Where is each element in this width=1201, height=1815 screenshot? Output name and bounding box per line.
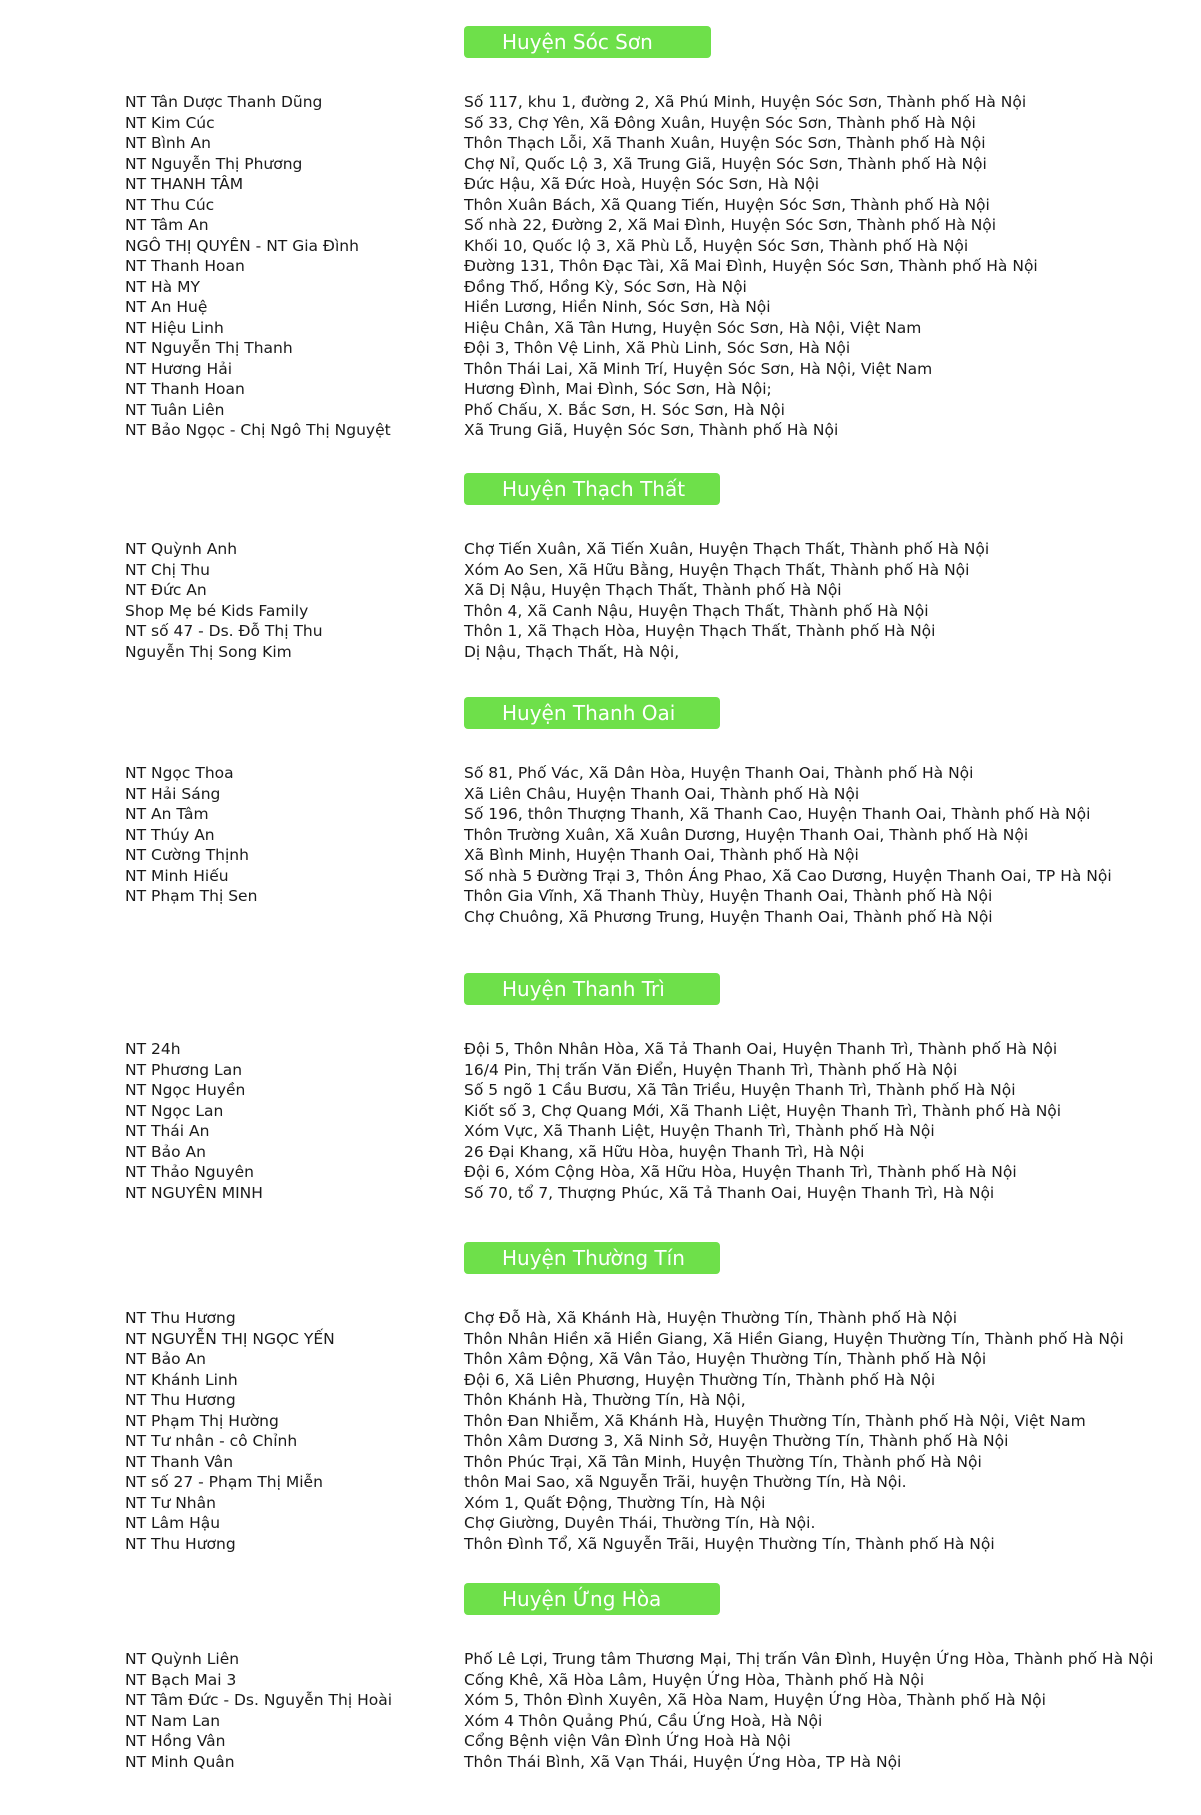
pharmacy-address: Đường 131, Thôn Đạc Tài, Xã Mai Đình, Huyện Sóc Sơn, Thành phố Hà Nội [464, 257, 1038, 275]
pharmacy-row [0, 1080, 1201, 1101]
pharmacy-name: NT số 47 - Ds. Đỗ Thị Thu [125, 622, 323, 640]
pharmacy-name: NT Quỳnh Anh [125, 540, 238, 558]
pharmacy-name: NT Tân Dược Thanh Dũng [125, 93, 323, 111]
pharmacy-address: 16/4 Pin, Thị trấn Văn Điển, Huyện Thanh Trì, Thành phố Hà Nội [464, 1060, 958, 1079]
pharmacy-address: Xóm 5, Thôn Đình Xuyên, Xã Hòa Nam, Huyện Ứng Hòa, Thành phố Hà Nội [464, 1691, 1046, 1709]
pharmacy-row [0, 621, 1201, 642]
pharmacy-address: Đội 5, Thôn Nhân Hòa, Xã Tả Thanh Oai, Huyện Thanh Trì, Thành phố Hà Nội [464, 1040, 1058, 1058]
pharmacy-row [0, 1349, 1201, 1370]
pharmacy-address: Xã Bình Minh, Huyện Thanh Oai, Thành phố Hà Nội [464, 846, 859, 864]
pharmacy-name: NT Nguyễn Thị Thanh [125, 339, 293, 357]
pharmacy-row [0, 539, 1201, 560]
pharmacy-name: NT Bảo An [125, 1142, 206, 1161]
pharmacy-name: NT Phạm Thị Sen [125, 887, 258, 905]
pharmacy-address: Thôn Thái Bình, Xã Vạn Thái, Huyện Ứng Hòa, TP Hà Nội [464, 1752, 902, 1771]
pharmacy-row [0, 277, 1201, 298]
pharmacy-address: Thôn 4, Xã Canh Nậu, Huyện Thạch Thất, Thành phố Hà Nội [464, 601, 929, 620]
pharmacy-name: NT Ngọc Huyền [125, 1081, 246, 1099]
pharmacy-name: NT Nam Lan [125, 1711, 221, 1730]
pharmacy-address: Cống Khê, Xã Hòa Lâm, Huyện Ứng Hòa, Thành phố Hà Nội [464, 1670, 925, 1689]
pharmacy-address: Khối 10, Quốc lộ 3, Xã Phù Lỗ, Huyện Sóc Sơn, Thành phố Hà Nội [464, 236, 969, 255]
pharmacy-name: NT Thu Hương [125, 1534, 236, 1553]
pharmacy-name: NT Tư Nhân [125, 1493, 216, 1512]
pharmacy-row [0, 1670, 1201, 1691]
pharmacy-row [0, 601, 1201, 622]
pharmacy-address: Cổng Bệnh viện Vân Đình Ứng Hoà Hà Nội [464, 1732, 791, 1750]
pharmacy-name: NT Ngọc Lan [125, 1101, 224, 1120]
pharmacy-name: NT Phạm Thị Hường [125, 1411, 279, 1430]
district-title: Huyện Thạch Thất [464, 473, 720, 505]
pharmacy-row [0, 133, 1201, 154]
pharmacy-address: Thôn Đình Tổ, Xã Nguyễn Trãi, Huyện Thường Tín, Thành phố Hà Nội [464, 1534, 995, 1553]
pharmacy-name: NT Hà MY [125, 277, 200, 296]
pharmacy-row [0, 784, 1201, 805]
pharmacy-row [0, 1690, 1201, 1711]
pharmacy-address: Chợ Đỗ Hà, Xã Khánh Hà, Huyện Thường Tín, Thành phố Hà Nội [464, 1309, 958, 1327]
pharmacy-row [0, 1121, 1201, 1142]
pharmacy-address: Số 81, Phố Vác, Xã Dân Hòa, Huyện Thanh Oai, Thành phố Hà Nội [464, 764, 974, 782]
pharmacy-name: NT Hiệu Linh [125, 318, 224, 337]
district-title: Huyện Thanh Oai [464, 697, 720, 729]
pharmacy-row [0, 318, 1201, 339]
pharmacy-row [0, 866, 1201, 887]
pharmacy-address: Đội 3, Thôn Vệ Linh, Xã Phù Linh, Sóc Sơn, Hà Nội [464, 339, 851, 357]
pharmacy-address: Chợ Nỉ, Quốc Lộ 3, Xã Trung Giã, Huyện Sóc Sơn, Thành phố Hà Nội [464, 154, 987, 173]
pharmacy-address: Thôn Nhân Hiền xã Hiền Giang, Xã Hiền Giang, Huyện Thường Tín, Thành phố Hà Nội [464, 1329, 1124, 1348]
pharmacy-name: NT Tâm Đức - Ds. Nguyễn Thị Hoài [125, 1691, 393, 1709]
pharmacy-row [0, 1390, 1201, 1411]
pharmacy-row [0, 825, 1201, 846]
pharmacy-address: Xã Dị Nậu, Huyện Thạch Thất, Thành phố Hà Nội [464, 581, 842, 599]
pharmacy-row [0, 1162, 1201, 1183]
pharmacy-row [0, 907, 1201, 928]
pharmacy-row [0, 1411, 1201, 1432]
pharmacy-address: Số nhà 22, Đường 2, Xã Mai Đình, Huyện Sóc Sơn, Thành phố Hà Nội [464, 216, 997, 234]
pharmacy-row [0, 400, 1201, 421]
pharmacy-row [0, 580, 1201, 601]
pharmacy-name: NT NGUYÊN MINH [125, 1183, 263, 1202]
pharmacy-name: NT Lâm Hậu [125, 1514, 221, 1532]
pharmacy-name: NT Ngọc Thoa [125, 764, 234, 782]
pharmacy-address: Thôn 1, Xã Thạch Hòa, Huyện Thạch Thất, Thành phố Hà Nội [464, 622, 936, 640]
pharmacy-name: NT Hồng Vân [125, 1732, 226, 1750]
district-title: Huyện Thường Tín [464, 1242, 720, 1274]
pharmacy-address: Số 5 ngõ 1 Cầu Bươu, Xã Tân Triều, Huyện Thanh Trì, Thành phố Hà Nội [464, 1081, 1016, 1099]
pharmacy-name: NT Quỳnh Liên [125, 1650, 240, 1668]
pharmacy-list [0, 1039, 1201, 1203]
pharmacy-name: NT Thanh Hoan [125, 380, 245, 398]
pharmacy-address: Hương Đình, Mai Đình, Sóc Sơn, Hà Nội; [464, 380, 772, 398]
pharmacy-name: NT Cường Thịnh [125, 846, 249, 864]
pharmacy-name: NT Hải Sáng [125, 784, 221, 803]
pharmacy-row [0, 92, 1201, 113]
pharmacy-name: NT Thanh Vân [125, 1452, 234, 1471]
pharmacy-address: Xã Trung Giã, Huyện Sóc Sơn, Thành phố Hà Nội [464, 421, 839, 439]
pharmacy-row [0, 1431, 1201, 1452]
pharmacy-name: NT Kim Cúc [125, 113, 215, 132]
pharmacy-address: Đức Hậu, Xã Đức Hoà, Huyện Sóc Sơn, Hà Nội [464, 175, 820, 193]
pharmacy-name: NT Thanh Hoan [125, 257, 245, 275]
pharmacy-row [0, 174, 1201, 195]
pharmacy-name: NT Bảo Ngọc - Chị Ngô Thị Nguyệt [125, 421, 391, 439]
pharmacy-address: Xóm Ao Sen, Xã Hữu Bằng, Huyện Thạch Thất, Thành phố Hà Nội [464, 560, 970, 579]
pharmacy-address: Thôn Trường Xuân, Xã Xuân Dương, Huyện Thanh Oai, Thành phố Hà Nội [464, 825, 1029, 844]
pharmacy-address: Thôn Phúc Trại, Xã Tân Minh, Huyện Thường Tín, Thành phố Hà Nội [464, 1452, 982, 1471]
district-title: Huyện Ứng Hòa [464, 1583, 720, 1615]
pharmacy-row [0, 804, 1201, 825]
pharmacy-row [0, 763, 1201, 784]
pharmacy-address: Thôn Thái Lai, Xã Minh Trí, Huyện Sóc Sơn, Hà Nội, Việt Nam [464, 359, 933, 378]
district-title: Huyện Thanh Trì [464, 973, 720, 1005]
pharmacy-row [0, 1060, 1201, 1081]
pharmacy-address: Xã Liên Châu, Huyện Thanh Oai, Thành phố Hà Nội [464, 784, 860, 803]
pharmacy-address: Chợ Tiến Xuân, Xã Tiến Xuân, Huyện Thạch Thất, Thành phố Hà Nội [464, 540, 990, 558]
pharmacy-row [0, 1039, 1201, 1060]
pharmacy-name: NT 24h [125, 1040, 181, 1058]
pharmacy-list [0, 1649, 1201, 1772]
pharmacy-name: NT Khánh Linh [125, 1370, 238, 1389]
pharmacy-name: NT Phương Lan [125, 1060, 243, 1079]
pharmacy-address: Thôn Xâm Động, Xã Vân Tảo, Huyện Thường Tín, Thành phố Hà Nội [464, 1350, 987, 1368]
pharmacy-address: Xóm 1, Quất Động, Thường Tín, Hà Nội [464, 1493, 766, 1512]
pharmacy-row [0, 642, 1201, 663]
pharmacy-row [0, 256, 1201, 277]
pharmacy-name: NT Thu Hương [125, 1391, 236, 1409]
pharmacy-name: NT Tư nhân - cô Chỉnh [125, 1432, 298, 1450]
pharmacy-name: Nguyễn Thị Song Kim [125, 642, 292, 661]
pharmacy-row [0, 1513, 1201, 1534]
pharmacy-row [0, 1731, 1201, 1752]
pharmacy-name: NT NGUYỄN THỊ NGỌC YẾN [125, 1329, 335, 1348]
pharmacy-address: Đội 6, Xóm Cộng Hòa, Xã Hữu Hòa, Huyện Thanh Trì, Thành phố Hà Nội [464, 1163, 1017, 1181]
pharmacy-address: Xóm 4 Thôn Quảng Phú, Cầu Ứng Hoà, Hà Nội [464, 1711, 823, 1730]
pharmacy-address: Đồng Thố, Hồng Kỳ, Sóc Sơn, Hà Nội [464, 277, 747, 296]
pharmacy-list [0, 539, 1201, 662]
pharmacy-row [0, 1183, 1201, 1204]
pharmacy-row [0, 236, 1201, 257]
pharmacy-name: NT Nguyễn Thị Phương [125, 154, 303, 173]
pharmacy-address: Chợ Giường, Duyên Thái, Thường Tín, Hà Nội. [464, 1514, 816, 1532]
pharmacy-name: NT Thái An [125, 1122, 210, 1140]
pharmacy-row [0, 1329, 1201, 1350]
pharmacy-row [0, 1752, 1201, 1773]
pharmacy-address: Dị Nậu, Thạch Thất, Hà Nội, [464, 642, 680, 661]
pharmacy-name: NT Hương Hải [125, 359, 233, 378]
pharmacy-row [0, 420, 1201, 441]
pharmacy-row [0, 154, 1201, 175]
pharmacy-name: NT Thúy An [125, 825, 215, 844]
pharmacy-row [0, 1534, 1201, 1555]
pharmacy-row [0, 359, 1201, 380]
pharmacy-address: Thôn Khánh Hà, Thường Tín, Hà Nội, [464, 1391, 746, 1409]
pharmacy-row [0, 1649, 1201, 1670]
pharmacy-address: Hiền Lương, Hiền Ninh, Sóc Sơn, Hà Nội [464, 298, 771, 316]
pharmacy-name: NT Bình An [125, 134, 211, 152]
pharmacy-row [0, 297, 1201, 318]
pharmacy-name: NGÔ THỊ QUYÊN - NT Gia Đình [125, 236, 359, 255]
pharmacy-row [0, 560, 1201, 581]
pharmacy-address: Thôn Xuân Bách, Xã Quang Tiến, Huyện Sóc Sơn, Thành phố Hà Nội [464, 195, 990, 214]
pharmacy-row [0, 1308, 1201, 1329]
district-title: Huyện Sóc Sơn [464, 26, 711, 58]
pharmacy-name: NT Bạch Mai 3 [125, 1670, 237, 1689]
pharmacy-address: thôn Mai Sao, xã Nguyễn Trãi, huyện Thường Tín, Hà Nội. [464, 1473, 907, 1491]
pharmacy-name: NT số 27 - Phạm Thị Miễn [125, 1473, 323, 1491]
pharmacy-address: Hiệu Chân, Xã Tân Hưng, Huyện Sóc Sơn, Hà Nội, Việt Nam [464, 318, 922, 337]
pharmacy-row [0, 1711, 1201, 1732]
pharmacy-address: Kiốt số 3, Chợ Quang Mới, Xã Thanh Liệt, Huyện Thanh Trì, Thành phố Hà Nội [464, 1101, 1062, 1120]
pharmacy-address: Đội 6, Xã Liên Phương, Huyện Thường Tín, Thành phố Hà Nội [464, 1370, 936, 1389]
pharmacy-row [0, 845, 1201, 866]
pharmacy-name: NT An Huệ [125, 298, 208, 316]
pharmacy-row [0, 1142, 1201, 1163]
pharmacy-address: Số nhà 5 Đường Trại 3, Thôn Áng Phao, Xã Cao Dương, Huyện Thanh Oai, TP Hà Nội [464, 866, 1112, 885]
pharmacy-row [0, 1101, 1201, 1122]
pharmacy-name: NT An Tâm [125, 805, 209, 823]
pharmacy-address: Thôn Đan Nhiễm, Xã Khánh Hà, Huyện Thường Tín, Thành phố Hà Nội, Việt Nam [464, 1411, 1086, 1430]
pharmacy-address: Số 33, Chợ Yên, Xã Đông Xuân, Huyện Sóc Sơn, Thành phố Hà Nội [464, 113, 976, 132]
pharmacy-row [0, 1452, 1201, 1473]
pharmacy-address: Chợ Chuông, Xã Phương Trung, Huyện Thanh Oai, Thành phố Hà Nội [464, 907, 993, 926]
pharmacy-row [0, 1472, 1201, 1493]
pharmacy-row [0, 379, 1201, 400]
pharmacy-row [0, 113, 1201, 134]
pharmacy-row [0, 1493, 1201, 1514]
pharmacy-name: NT Tuân Liên [125, 400, 225, 419]
pharmacy-row [0, 338, 1201, 359]
pharmacy-name: NT Bảo An [125, 1350, 206, 1368]
pharmacy-row [0, 215, 1201, 236]
pharmacy-name: NT Minh Quân [125, 1752, 235, 1771]
pharmacy-address: Thôn Xâm Dương 3, Xã Ninh Sở, Huyện Thường Tín, Thành phố Hà Nội [464, 1432, 1009, 1450]
pharmacy-name: NT Thảo Nguyên [125, 1163, 254, 1181]
pharmacy-name: Shop Mẹ bé Kids Family [125, 601, 309, 620]
pharmacy-address: Phố Chấu, X. Bắc Sơn, H. Sóc Sơn, Hà Nội [464, 400, 785, 419]
pharmacy-name: NT Đức An [125, 581, 207, 599]
pharmacy-list [0, 763, 1201, 927]
pharmacy-name: NT Tâm An [125, 216, 209, 234]
pharmacy-address: Số 117, khu 1, đường 2, Xã Phú Minh, Huyện Sóc Sơn, Thành phố Hà Nội [464, 93, 1027, 111]
pharmacy-list [0, 92, 1201, 441]
pharmacy-name: NT Minh Hiếu [125, 866, 229, 885]
pharmacy-address: Số 70, tổ 7, Thượng Phúc, Xã Tả Thanh Oai, Huyện Thanh Trì, Hà Nội [464, 1183, 995, 1202]
pharmacy-address: Thôn Thạch Lỗi, Xã Thanh Xuân, Huyện Sóc Sơn, Thành phố Hà Nội [464, 134, 986, 152]
pharmacy-row [0, 195, 1201, 216]
pharmacy-name: NT Thu Cúc [125, 195, 215, 214]
pharmacy-row [0, 1370, 1201, 1391]
pharmacy-name: NT Chị Thu [125, 560, 210, 579]
pharmacy-name: NT THANH TÂM [125, 175, 244, 193]
pharmacy-name: NT Thu Hương [125, 1309, 236, 1327]
pharmacy-list [0, 1308, 1201, 1554]
pharmacy-address: Số 196, thôn Thượng Thanh, Xã Thanh Cao, Huyện Thanh Oai, Thành phố Hà Nội [464, 805, 1091, 823]
pharmacy-address: 26 Đại Khang, xã Hữu Hòa, huyện Thanh Trì, Hà Nội [464, 1142, 865, 1161]
pharmacy-row [0, 886, 1201, 907]
pharmacy-address: Xóm Vực, Xã Thanh Liệt, Huyện Thanh Trì, Thành phố Hà Nội [464, 1122, 935, 1140]
pharmacy-address: Thôn Gia Vĩnh, Xã Thanh Thùy, Huyện Thanh Oai, Thành phố Hà Nội [464, 887, 993, 905]
pharmacy-address: Phố Lê Lợi, Trung tâm Thương Mại, Thị trấn Vân Đình, Huyện Ứng Hòa, Thành phố Hà Nội [464, 1650, 1154, 1668]
